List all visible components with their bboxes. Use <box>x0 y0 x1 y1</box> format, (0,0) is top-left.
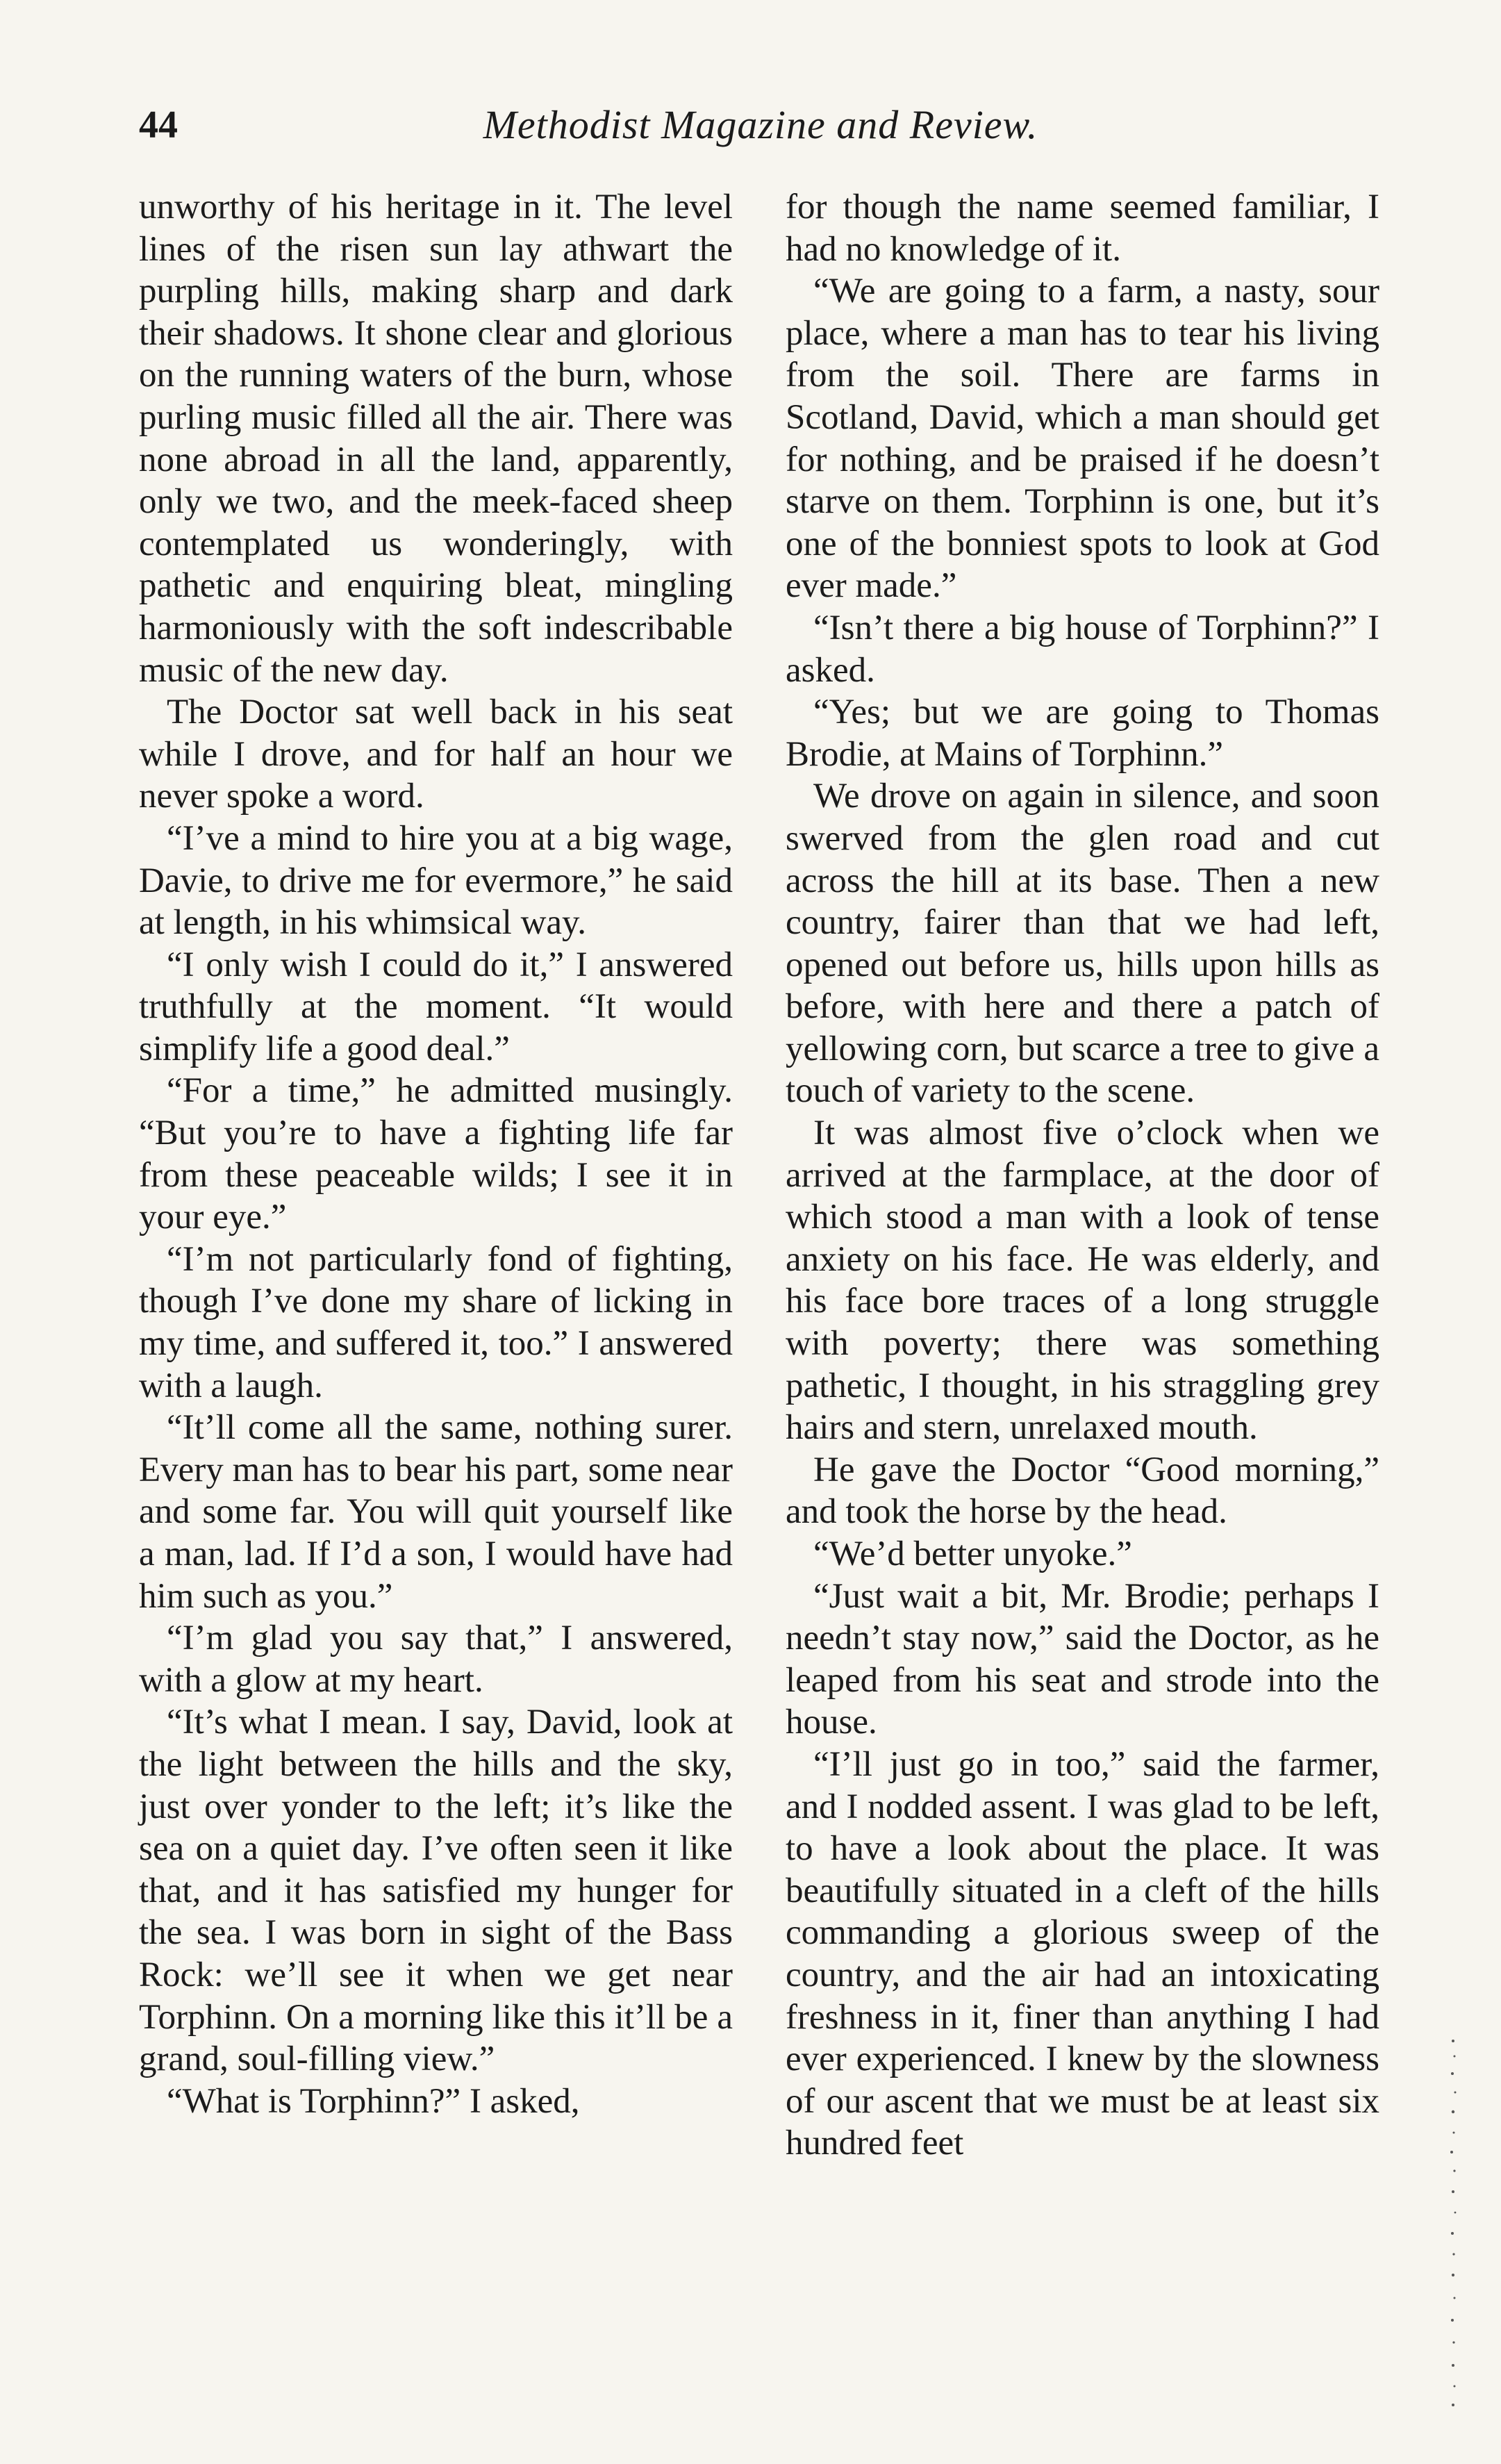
binding-edge-specks <box>1446 2035 1461 2411</box>
paragraph: unworthy of his heritage in it. The level lines of the risen sun lay athwart the purpling hills, making sharp and dark their shadows. It shone clear and glorious on the running waters of the burn, whose purling music filled all the air. There was none abroad in all the land, apparently, only we two, and the meek-faced sheep contemplated us wonderingly, with pathetic and enquiring bleat, mingling harmoniously with the soft indescribable music of the new day. <box>139 188 733 690</box>
paragraph: “We’d better unyoke.” <box>813 1535 1132 1573</box>
paragraph: “Yes; but we are going to Thomas Brodie, at Mains of Torphinn.” <box>786 693 1379 774</box>
right-column <box>786 186 1379 2165</box>
paragraph: “I’ve a mind to hire you at a big wage, Davie, to drive me for evermore,” he said at length, in his whimsical way. <box>139 818 733 943</box>
paragraph: We drove on again in silence, and soon swerved from the glen road and cut across the hill at its base. Then a new country, fairer than that we had left, opened out before us, hills upon hills as before, with here and there a patch of yellowing corn, but scarce a tree to give a touch of variety to the scene. <box>786 777 1379 1111</box>
page-number: 44 <box>139 104 178 147</box>
paragraph: He gave the Doctor “Good morning,” and took the horse by the head. <box>786 1450 1379 1532</box>
page-header <box>139 97 1382 153</box>
paragraph: “Just wait a bit, Mr. Brodie; perhaps I needn’t stay now,” said the Doctor, as he leaped from his seat and strode into the house. <box>786 1576 1379 1742</box>
paragraph: “I only wish I could do it,” I answered truthfully at the moment. “It would simplify life a good deal.” <box>139 945 733 1068</box>
paragraph: “I’m glad you say that,” I answered, with a glow at my heart. <box>139 1619 733 1700</box>
paragraph: “We are going to a farm, a nasty, sour place, where a man has to tear his living from the soil. There are farms in Scotland, David, which a man should get for nothing, and be praised if he doesn’t starve on them. Torphinn is one, but it’s one of the bonniest spots to look at God ever made.” <box>786 272 1379 606</box>
paragraph: “I’ll just go in too,” said the farmer, and I nodded assent. I was glad to be left, to have a look about the place. It was beautifully situated in a cleft of the hills commanding a glorious sweep of the country, and the air had an intoxicating freshness in it, finer than anything I had ever experienced. I knew by the slowness of our ascent that we must be at least six hundred feet <box>786 1744 1379 2163</box>
paragraph: “It’s what I mean. I say, David, look at the light between the hills and the sky, just over yonder to the left; it’s like the sea on a quiet day. I’ve often seen it like that, and it has satisfied my hunger for the sea. I was born in sight of the Bass Rock: we’ll see it when we get near Torphinn. On a morning like this it’ll be a grand, soul-filling view.” <box>139 1703 733 2079</box>
running-title: Methodist Magazine and Review. <box>483 102 1038 147</box>
paragraph: The Doctor sat well back in his seat while I drove, and for half an hour we never spoke a word. <box>139 693 733 816</box>
paragraph: It was almost five o’clock when we arrived at the farmplace, at the door of which stood a man with a look of tense anxiety on his face. He was elderly, and his face bore traces of a long struggle with poverty; there was something pathetic, I thought, in his straggling grey hairs and stern, unrelaxed mouth. <box>786 1114 1379 1448</box>
paragraph: “I’m not particularly fond of fighting, though I’ve done my share of licking in my time, and suffered it, too.” I answered with a laugh. <box>139 1239 733 1405</box>
left-column <box>139 186 733 2122</box>
paragraph: “Isn’t there a big house of Torphinn?” I asked. <box>786 608 1379 690</box>
paragraph: “For a time,” he admitted musingly. “But you’re to have a fighting life far from these peaceable wilds; I see it in your eye.” <box>139 1071 733 1237</box>
paragraph: “It’ll come all the same, nothing surer. Every man has to bear his part, some near and some far. You will quit yourself like a man, lad. If I’d a son, I would have had him such as you.” <box>139 1408 733 1616</box>
paragraph: “What is Torphinn?” I asked, <box>167 2081 580 2121</box>
paragraph: for though the name seemed familiar, I had no knowledge of it. <box>786 188 1379 269</box>
